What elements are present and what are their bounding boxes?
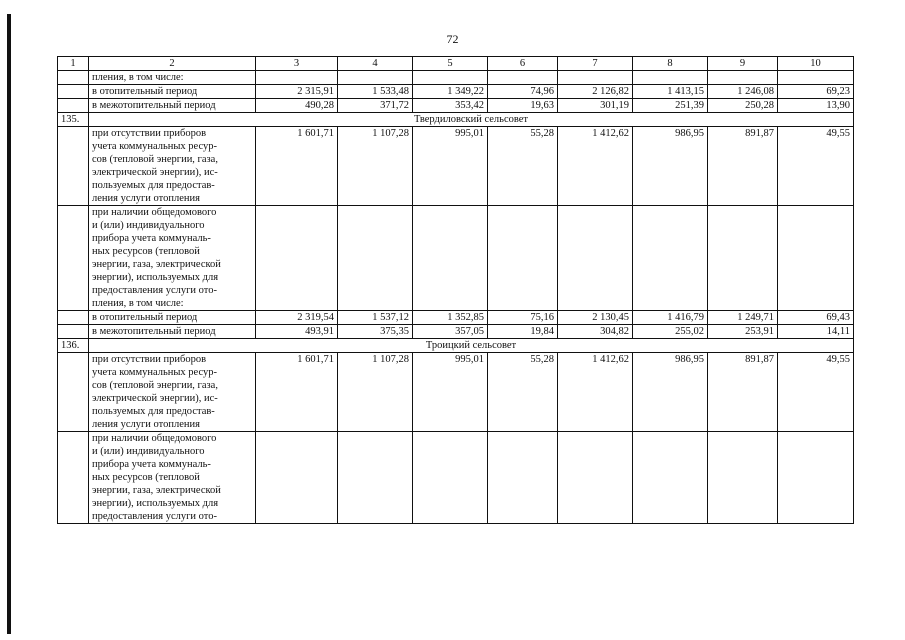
value-cell: 255,02 — [633, 325, 708, 339]
value-cell — [778, 71, 854, 85]
column-header: 7 — [558, 57, 633, 71]
value-cell: 69,43 — [778, 311, 854, 325]
value-cell — [633, 432, 708, 524]
section-title: Троицкий сельсовет — [89, 339, 854, 353]
value-cell: 1 537,12 — [338, 311, 413, 325]
row-description: при наличии общедомового и (или) индивидуального прибора учета коммуналь- ных ресурсов (тепловой энергии, газа, электрической энергии), используемых для предоставления услуги ото- пления, в том числе: — [89, 206, 256, 311]
column-header: 2 — [89, 57, 256, 71]
value-cell: 304,82 — [558, 325, 633, 339]
value-cell — [558, 206, 633, 311]
value-cell: 1 249,71 — [708, 311, 778, 325]
table-row — [58, 127, 854, 206]
value-cell: 1 533,48 — [338, 85, 413, 99]
row-description: пления, в том числе: — [89, 71, 256, 85]
row-number — [58, 71, 89, 85]
value-cell — [413, 71, 488, 85]
row-description: в межотопительный период — [89, 325, 256, 339]
value-cell: 49,55 — [778, 127, 854, 206]
table-row — [58, 325, 854, 339]
value-cell: 19,63 — [488, 99, 558, 113]
value-cell: 986,95 — [633, 353, 708, 432]
section-row — [58, 113, 854, 127]
value-cell — [558, 71, 633, 85]
row-number — [58, 311, 89, 325]
value-cell: 1 349,22 — [413, 85, 488, 99]
table-row — [58, 353, 854, 432]
table-row — [58, 432, 854, 524]
value-cell: 1 412,62 — [558, 127, 633, 206]
value-cell: 1 416,79 — [633, 311, 708, 325]
value-cell — [708, 432, 778, 524]
section-row — [58, 339, 854, 353]
value-cell: 1 107,28 — [338, 353, 413, 432]
scan-margin-bar — [7, 14, 11, 634]
table-row — [58, 71, 854, 85]
row-number: 135. — [58, 113, 89, 127]
row-number — [58, 99, 89, 113]
value-cell — [778, 206, 854, 311]
value-cell: 1 352,85 — [413, 311, 488, 325]
value-cell — [633, 71, 708, 85]
value-cell — [413, 206, 488, 311]
value-cell: 2 319,54 — [256, 311, 338, 325]
value-cell: 2 315,91 — [256, 85, 338, 99]
column-header: 6 — [488, 57, 558, 71]
value-cell: 490,28 — [256, 99, 338, 113]
row-description: при наличии общедомового и (или) индивидуального прибора учета коммуналь- ных ресурсов (тепловой энергии, газа, электрической энергии), используемых для предоставления услуги ото- — [89, 432, 256, 524]
value-cell: 1 601,71 — [256, 127, 338, 206]
page-number: 72 — [446, 32, 459, 46]
section-title: Твердиловский сельсовет — [89, 113, 854, 127]
row-description: при отсутствии приборов учета коммунальных ресур- сов (тепловой энергии, газа, электрической энергии), ис- пользуемых для предостав- ления услуги отопления — [89, 353, 256, 432]
row-number: 136. — [58, 339, 89, 353]
value-cell — [338, 71, 413, 85]
column-header: 5 — [413, 57, 488, 71]
row-number — [58, 127, 89, 206]
row-description: в отопительный период — [89, 85, 256, 99]
value-cell: 1 413,15 — [633, 85, 708, 99]
value-cell: 375,35 — [338, 325, 413, 339]
row-number — [58, 325, 89, 339]
value-cell: 995,01 — [413, 127, 488, 206]
row-number — [58, 432, 89, 524]
value-cell: 69,23 — [778, 85, 854, 99]
value-cell — [558, 432, 633, 524]
value-cell: 493,91 — [256, 325, 338, 339]
table-row — [58, 85, 854, 99]
value-cell: 250,28 — [708, 99, 778, 113]
column-header: 1 — [58, 57, 89, 71]
value-cell: 353,42 — [413, 99, 488, 113]
row-description: в отопительный период — [89, 311, 256, 325]
value-cell: 2 130,45 — [558, 311, 633, 325]
value-cell: 55,28 — [488, 127, 558, 206]
table-row — [58, 206, 854, 311]
value-cell: 891,87 — [708, 353, 778, 432]
value-cell — [708, 71, 778, 85]
value-cell — [338, 432, 413, 524]
value-cell — [413, 432, 488, 524]
value-cell — [708, 206, 778, 311]
value-cell — [778, 432, 854, 524]
value-cell — [488, 432, 558, 524]
row-description: при отсутствии приборов учета коммунальных ресур- сов (тепловой энергии, газа, электрической энергии), ис- пользуемых для предостав- ления услуги отопления — [89, 127, 256, 206]
value-cell — [488, 206, 558, 311]
row-number — [58, 353, 89, 432]
value-cell — [338, 206, 413, 311]
value-cell: 49,55 — [778, 353, 854, 432]
value-cell — [256, 71, 338, 85]
value-cell: 986,95 — [633, 127, 708, 206]
table-header-row — [58, 57, 854, 71]
column-header: 10 — [778, 57, 854, 71]
value-cell: 1 107,28 — [338, 127, 413, 206]
value-cell: 1 601,71 — [256, 353, 338, 432]
value-cell: 14,11 — [778, 325, 854, 339]
row-number — [58, 206, 89, 311]
value-cell: 251,39 — [633, 99, 708, 113]
value-cell: 253,91 — [708, 325, 778, 339]
value-cell: 75,16 — [488, 311, 558, 325]
value-cell — [488, 71, 558, 85]
value-cell: 301,19 — [558, 99, 633, 113]
column-header: 4 — [338, 57, 413, 71]
value-cell — [633, 206, 708, 311]
value-cell — [256, 206, 338, 311]
tariff-table — [57, 56, 854, 524]
value-cell — [256, 432, 338, 524]
value-cell: 1 412,62 — [558, 353, 633, 432]
value-cell: 357,05 — [413, 325, 488, 339]
value-cell: 891,87 — [708, 127, 778, 206]
row-description: в межотопительный период — [89, 99, 256, 113]
table-row — [58, 99, 854, 113]
value-cell: 55,28 — [488, 353, 558, 432]
column-header: 9 — [708, 57, 778, 71]
value-cell: 13,90 — [778, 99, 854, 113]
column-header: 3 — [256, 57, 338, 71]
value-cell: 995,01 — [413, 353, 488, 432]
table-row — [58, 311, 854, 325]
value-cell: 74,96 — [488, 85, 558, 99]
value-cell: 2 126,82 — [558, 85, 633, 99]
column-header: 8 — [633, 57, 708, 71]
value-cell: 19,84 — [488, 325, 558, 339]
value-cell: 371,72 — [338, 99, 413, 113]
row-number — [58, 85, 89, 99]
value-cell: 1 246,08 — [708, 85, 778, 99]
